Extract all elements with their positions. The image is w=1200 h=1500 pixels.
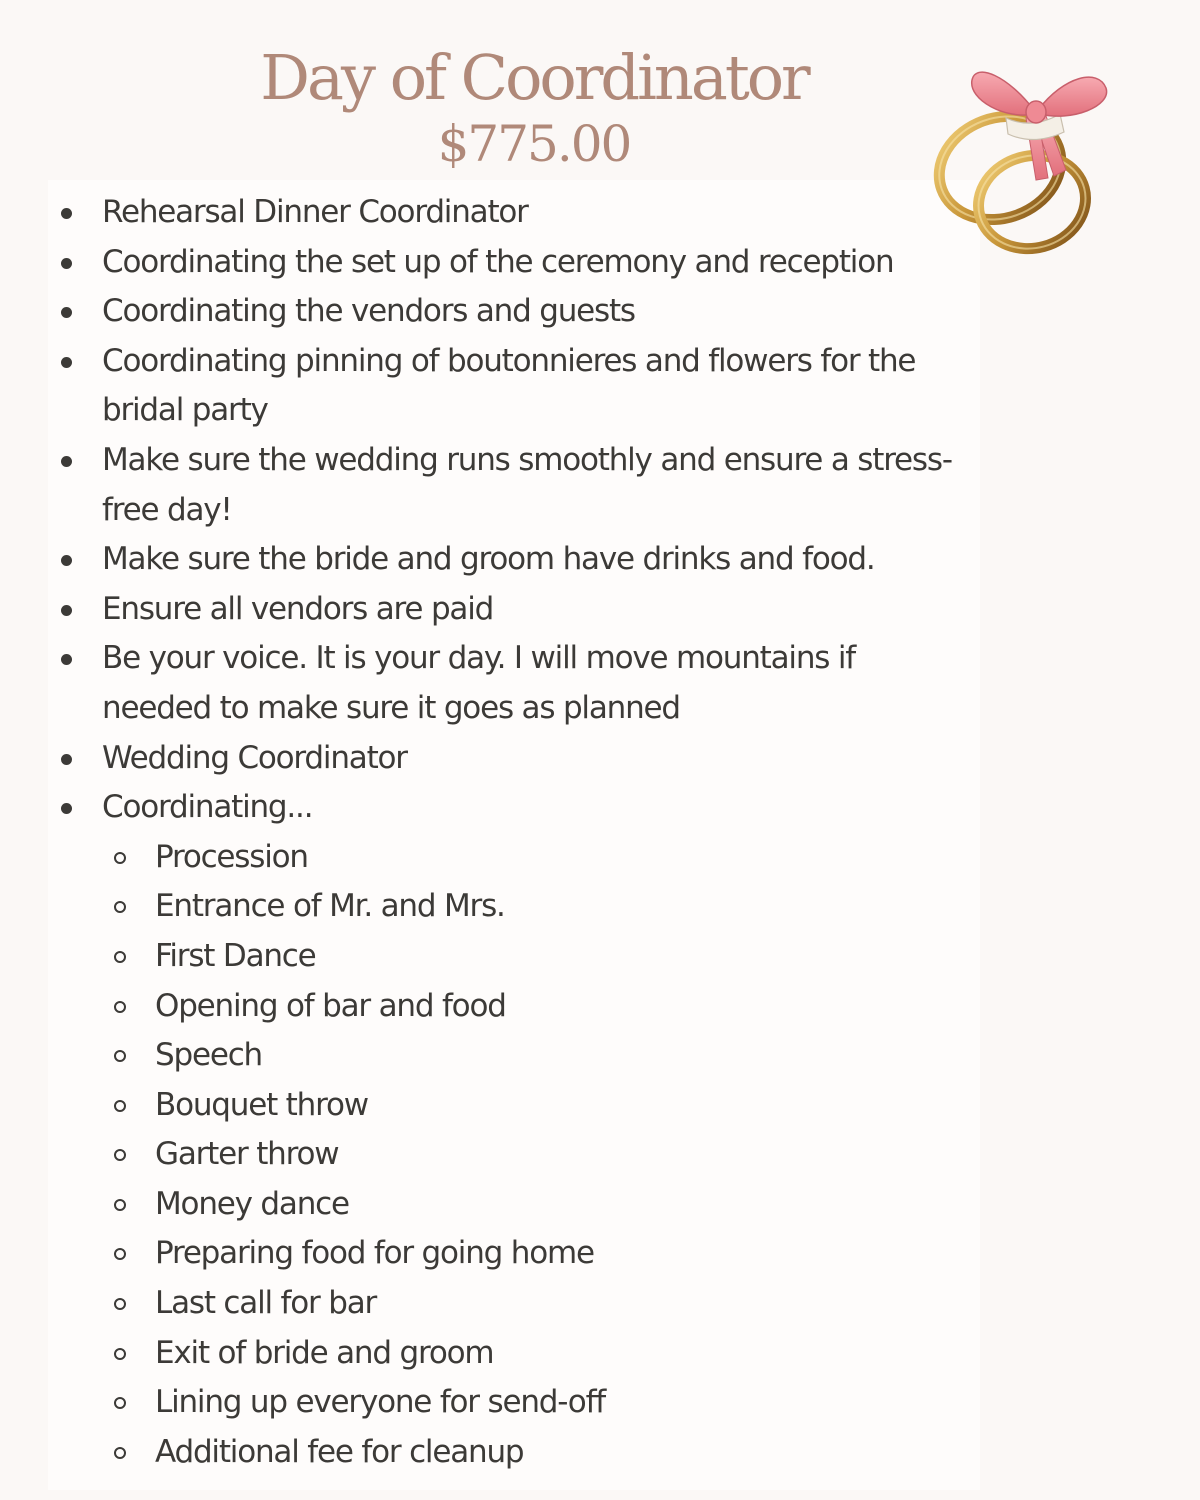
sub-list-item-label: Preparing food for going home	[155, 1235, 594, 1272]
bullet-icon	[61, 654, 72, 665]
bullet-icon	[61, 307, 72, 318]
list-item	[0, 783, 960, 833]
list-item-label: Make sure the bride and groom have drinks and food.	[102, 541, 875, 578]
sub-list-item-label: Procession	[155, 838, 308, 875]
sub-list-item-label: Opening of bar and food	[155, 987, 506, 1024]
sub-list-item	[0, 1031, 960, 1081]
sub-list-item-label: Speech	[155, 1037, 262, 1074]
hollow-bullet-icon	[114, 1149, 126, 1161]
sub-list-item	[0, 1081, 960, 1131]
list-item-label: Coordinating pinning of boutonnieres and flowers for the bridal party	[102, 342, 916, 429]
bullet-icon	[61, 208, 72, 219]
list-item	[0, 634, 960, 733]
list-item-label: Coordinating the set up of the ceremony and reception	[102, 243, 894, 280]
list-item	[0, 287, 960, 337]
hollow-bullet-icon	[114, 852, 126, 864]
list-item-label: Rehearsal Dinner Coordinator	[102, 194, 528, 230]
list-item	[0, 436, 960, 535]
page-title: Day of Coordinator	[260, 41, 808, 114]
list-item	[0, 337, 960, 436]
bullet-icon	[61, 555, 72, 566]
hollow-bullet-icon	[114, 1199, 126, 1211]
list-item	[0, 535, 960, 585]
sub-list-item-label: Bouquet throw	[155, 1086, 368, 1123]
list-item-label: Coordinating the vendors and guests	[102, 293, 635, 330]
sub-list-item	[0, 1428, 960, 1478]
sub-list-item	[0, 982, 960, 1032]
sub-list-item-label: Additional fee for cleanup	[155, 1433, 524, 1470]
bullet-icon	[61, 357, 72, 368]
hollow-bullet-icon	[114, 1050, 126, 1062]
sub-list-item	[0, 932, 960, 982]
sub-list-item	[0, 1279, 960, 1329]
bullet-icon	[61, 803, 72, 814]
hollow-bullet-icon	[114, 1001, 126, 1013]
hollow-bullet-icon	[114, 1248, 126, 1260]
sub-list-item-label: Last call for bar	[155, 1285, 377, 1322]
list-item-label: Wedding Coordinator	[102, 739, 407, 776]
hollow-bullet-icon	[114, 951, 126, 963]
sub-list-item	[0, 1229, 960, 1279]
sub-list-item-label: Entrance of Mr. and Mrs.	[155, 888, 505, 925]
hollow-bullet-icon	[114, 1298, 126, 1310]
sub-list-item	[0, 833, 960, 883]
list-item	[0, 734, 960, 784]
sub-list-item	[0, 1180, 960, 1230]
bullet-icon	[61, 605, 72, 616]
sub-list-item	[0, 1378, 960, 1428]
sub-list-item	[0, 1329, 960, 1379]
sub-list-item-label: Garter throw	[155, 1136, 339, 1173]
sub-list-item	[0, 1130, 960, 1180]
list-item	[0, 585, 960, 635]
bullet-icon	[61, 754, 72, 765]
list-item-label: Coordinating...	[102, 789, 313, 826]
sub-list-item-label: Exit of bride and groom	[155, 1334, 494, 1371]
hollow-bullet-icon	[114, 1348, 126, 1360]
list-item-label: Ensure all vendors are paid	[102, 590, 494, 627]
sub-list-item-label: Lining up everyone for send-off	[155, 1384, 606, 1421]
sub-list-item-label: First Dance	[155, 937, 316, 974]
list-item-label: Be your voice. It is your day. I will move mountains if needed to make sure it goes as planned	[102, 640, 856, 726]
list-item-label: Make sure the wedding runs smoothly and ensure a stress-free day!	[102, 441, 952, 528]
sub-list-item-label: Money dance	[155, 1185, 349, 1222]
bullet-icon	[61, 456, 72, 467]
list-item	[0, 238, 960, 288]
list-item	[0, 188, 960, 238]
hollow-bullet-icon	[114, 1397, 126, 1409]
hollow-bullet-icon	[114, 1447, 126, 1459]
hollow-bullet-icon	[114, 1100, 126, 1112]
bullet-icon	[61, 258, 72, 269]
hollow-bullet-icon	[114, 901, 126, 913]
services-list	[0, 188, 960, 1477]
price: $775.00	[437, 115, 631, 173]
sub-list-item	[0, 882, 960, 932]
